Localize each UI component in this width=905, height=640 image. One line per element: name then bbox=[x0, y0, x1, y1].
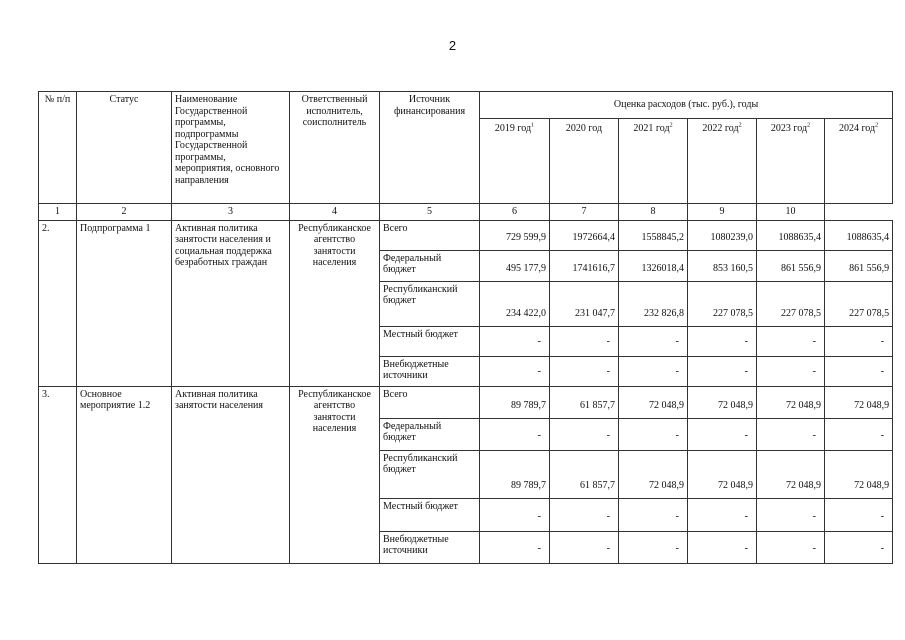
column-index: 4 bbox=[290, 204, 380, 221]
amount-cell: - bbox=[619, 531, 688, 563]
row-name: Активная политика занятости населения и социальная поддержка безработных граждан bbox=[172, 220, 290, 386]
amount-cell: - bbox=[757, 531, 825, 563]
amount-cell: 1972664,4 bbox=[550, 220, 619, 250]
year-header: 2024 год$^2$ bbox=[825, 119, 893, 204]
amount-cell: 227 078,5 bbox=[757, 281, 825, 326]
funding-source: Всего bbox=[380, 220, 480, 250]
amount-cell: 234 422,0 bbox=[480, 281, 550, 326]
column-index: 3 bbox=[172, 204, 290, 221]
amount-cell: 227 078,5 bbox=[825, 281, 893, 326]
header-source: Источник финансирования bbox=[380, 92, 480, 204]
amount-cell: - bbox=[480, 498, 550, 531]
amount-cell: 231 047,7 bbox=[550, 281, 619, 326]
funding-source: Местный бюджет bbox=[380, 498, 480, 531]
amount-cell: - bbox=[619, 418, 688, 450]
amount-cell: 1326018,4 bbox=[619, 250, 688, 281]
column-index-row bbox=[39, 204, 893, 221]
amount-cell: - bbox=[825, 531, 893, 563]
amount-cell: - bbox=[825, 418, 893, 450]
amount-cell: - bbox=[688, 531, 757, 563]
header-name: Наименование Государственной программы, подпрограммы Государственной программы, мероприятия, основного направления bbox=[172, 92, 290, 204]
amount-cell: - bbox=[688, 498, 757, 531]
row-executor: Республиканское агентство занятости населения bbox=[290, 220, 380, 386]
funding-source: Республиканский бюджет bbox=[380, 281, 480, 326]
year-header: 2021 год$^2$ bbox=[619, 119, 688, 204]
amount-cell: 72 048,9 bbox=[619, 386, 688, 418]
column-index: 7 bbox=[550, 204, 619, 221]
year-header: 2022 год$^2$ bbox=[688, 119, 757, 204]
row-number: 3. bbox=[39, 386, 77, 563]
amount-cell: - bbox=[825, 326, 893, 356]
amount-cell: 853 160,5 bbox=[688, 250, 757, 281]
amount-cell: 72 048,9 bbox=[825, 450, 893, 498]
amount-cell: 89 789,7 bbox=[480, 450, 550, 498]
funding-source: Республиканский бюджет bbox=[380, 450, 480, 498]
amount-cell: 1088635,4 bbox=[757, 220, 825, 250]
amount-cell: - bbox=[757, 326, 825, 356]
amount-cell: - bbox=[550, 531, 619, 563]
amount-cell: - bbox=[619, 326, 688, 356]
amount-cell: 729 599,9 bbox=[480, 220, 550, 250]
header-num: № п/п bbox=[39, 92, 77, 204]
amount-cell: - bbox=[550, 418, 619, 450]
column-index: 6 bbox=[480, 204, 550, 221]
amount-cell: 61 857,7 bbox=[550, 386, 619, 418]
amount-cell: - bbox=[688, 356, 757, 386]
row-status: Основное мероприятие 1.2 bbox=[77, 386, 172, 563]
amount-cell: 1558845,2 bbox=[619, 220, 688, 250]
amount-cell: 1088635,4 bbox=[825, 220, 893, 250]
column-index: 9 bbox=[688, 204, 757, 221]
amount-cell: 72 048,9 bbox=[825, 386, 893, 418]
amount-cell: 1741616,7 bbox=[550, 250, 619, 281]
column-index: 5 bbox=[380, 204, 480, 221]
amount-cell: 861 556,9 bbox=[757, 250, 825, 281]
amount-cell: - bbox=[825, 356, 893, 386]
data-row bbox=[39, 220, 893, 250]
amount-cell: 232 826,8 bbox=[619, 281, 688, 326]
header-executor: Ответственный исполнитель, соисполнитель bbox=[290, 92, 380, 204]
amount-cell: - bbox=[480, 326, 550, 356]
funding-source: Местный бюджет bbox=[380, 326, 480, 356]
amount-cell: - bbox=[480, 356, 550, 386]
amount-cell: 61 857,7 bbox=[550, 450, 619, 498]
header-status: Статус bbox=[77, 92, 172, 204]
column-index: 10 bbox=[757, 204, 825, 221]
amount-cell: 861 556,9 bbox=[825, 250, 893, 281]
year-header: 2020 год bbox=[550, 119, 619, 204]
column-index: 8 bbox=[619, 204, 688, 221]
column-index: 1 bbox=[39, 204, 77, 221]
funding-source: Внебюджетные источники bbox=[380, 356, 480, 386]
row-number: 2. bbox=[39, 220, 77, 386]
amount-cell: - bbox=[480, 531, 550, 563]
amount-cell: 72 048,9 bbox=[688, 386, 757, 418]
amount-cell: 72 048,9 bbox=[688, 450, 757, 498]
funding-source: Внебюджетные источники bbox=[380, 531, 480, 563]
amount-cell: - bbox=[688, 326, 757, 356]
row-executor: Республиканское агентство занятости населения bbox=[290, 386, 380, 563]
funding-source: Федеральный бюджет bbox=[380, 418, 480, 450]
column-index: 2 bbox=[77, 204, 172, 221]
page-number: 2 bbox=[448, 38, 457, 53]
amount-cell: - bbox=[757, 418, 825, 450]
year-header: 2023 год$^2$ bbox=[757, 119, 825, 204]
amount-cell: 227 078,5 bbox=[688, 281, 757, 326]
amount-cell: - bbox=[480, 418, 550, 450]
amount-cell: - bbox=[550, 356, 619, 386]
amount-cell: - bbox=[688, 418, 757, 450]
row-status: Подпрограмма 1 bbox=[77, 220, 172, 386]
amount-cell: 495 177,9 bbox=[480, 250, 550, 281]
year-header: 2019 год$^1$ bbox=[480, 119, 550, 204]
amount-cell: - bbox=[619, 498, 688, 531]
amount-cell: 72 048,9 bbox=[757, 386, 825, 418]
amount-cell: 72 048,9 bbox=[757, 450, 825, 498]
funding-source: Всего bbox=[380, 386, 480, 418]
header-estimate: Оценка расходов (тыс. руб.), годы bbox=[480, 92, 893, 119]
amount-cell: - bbox=[550, 326, 619, 356]
header-row bbox=[39, 92, 893, 119]
amount-cell: - bbox=[619, 356, 688, 386]
financing-table bbox=[38, 91, 893, 564]
amount-cell: - bbox=[757, 498, 825, 531]
funding-source: Федеральный бюджет bbox=[380, 250, 480, 281]
amount-cell: - bbox=[757, 356, 825, 386]
row-name: Активная политика занятости населения bbox=[172, 386, 290, 563]
amount-cell: 89 789,7 bbox=[480, 386, 550, 418]
amount-cell: 72 048,9 bbox=[619, 450, 688, 498]
amount-cell: - bbox=[550, 498, 619, 531]
amount-cell: - bbox=[825, 498, 893, 531]
amount-cell: 1080239,0 bbox=[688, 220, 757, 250]
data-row bbox=[39, 386, 893, 418]
